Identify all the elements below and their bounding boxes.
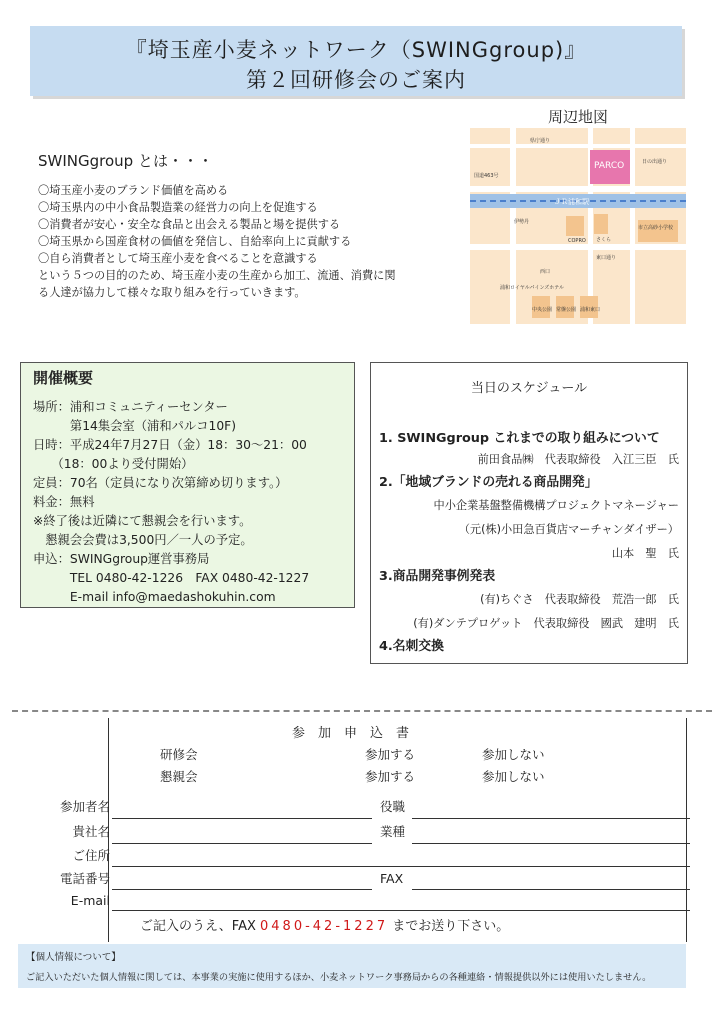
- address-field[interactable]: [112, 866, 690, 867]
- cut-line: [12, 710, 712, 712]
- schedule-speaker: 前田食品㈱ 代表取締役 入江三臣 氏: [477, 453, 679, 466]
- area-map: [470, 128, 686, 324]
- map-label-station: ＪＲ浦和駅: [554, 198, 589, 206]
- fax-number: 0480-42-1227: [260, 919, 389, 934]
- map-label-road-top: 県庁通り: [530, 138, 551, 144]
- map-label-g: 浦和東口: [580, 307, 601, 313]
- overview-line: 懇親会会費は3,500円／一人の予定。: [33, 533, 253, 547]
- overview-line: ※終了後は近隣にて懇親会を行います。: [33, 514, 252, 528]
- industry-field[interactable]: [412, 843, 690, 844]
- overview-line: TEL 0480-42-1226 FAX 0480-42-1227: [33, 571, 310, 585]
- schedule-speaker: (有)ちぐさ 代表取締役 荒浩一郎 氏: [480, 593, 679, 606]
- schedule-box: [370, 362, 688, 664]
- overview-line: 申込：SWINGgroup運営事務局: [33, 552, 210, 566]
- intro-line: る人達が協力して様々な取り組みを行っていきます。: [38, 286, 306, 299]
- schedule-item-2: 2.「地域ブランドの売れる商品開発」: [379, 475, 598, 490]
- map-label-i: 西口: [540, 269, 551, 275]
- schedule-affiliation: （元(株)小田急百貨店マーチャンダイザー）: [458, 523, 679, 536]
- fax-label: FAX: [380, 871, 404, 886]
- schedule-heading: 当日のスケジュール: [470, 381, 588, 396]
- map-road: [630, 128, 635, 324]
- overview-line: 第14集会室（浦和パルコ10F): [33, 419, 237, 433]
- privacy-heading: 【個人情報について】: [26, 952, 121, 963]
- fax-note-suffix: までお送り下さい。: [392, 919, 510, 934]
- party-not-attend-option[interactable]: 参加しない: [482, 769, 545, 784]
- intro-line: 〇自ら消費者として埼玉産小麦を食べることを意識する: [38, 252, 318, 265]
- overview-box: [20, 362, 355, 608]
- overview-line: 場所：浦和コミュニティーセンター: [33, 400, 228, 414]
- schedule-speaker: 山本 聖 氏: [611, 547, 679, 560]
- name-field[interactable]: [112, 818, 372, 819]
- form-border-right: [686, 718, 687, 942]
- seminar-attend-option[interactable]: 参加する: [365, 747, 416, 762]
- overview-line: 定員：70名（定員になり次第締め切ります。）: [33, 476, 288, 490]
- overview-line: 料金：無料: [33, 495, 95, 509]
- title-line-1: 『埼玉産小麦ネットワーク（SWINGgroup)』: [125, 38, 587, 62]
- intro-line: 〇消費者が安心・安全な食品と出会える製品と場を提供する: [38, 218, 341, 231]
- overview-email: E-mail info@maedashokuhin.com: [33, 590, 276, 604]
- map-label-f: 常盤公園: [556, 307, 577, 313]
- party-label: 懇親会: [160, 769, 198, 784]
- privacy-text: ご記入いただいた個人情報に関しては、本事業の実施に使用するほか、小麦ネットワーク事務局からの各種連絡・情報提供以外には使用いたしません。: [26, 972, 652, 983]
- schedule-item-4: 4.名刺交換: [379, 639, 444, 654]
- company-label: 貴社名: [72, 824, 110, 839]
- map-title: 周辺地図: [548, 108, 609, 126]
- position-label: 役職: [380, 799, 406, 814]
- fax-field[interactable]: [412, 889, 690, 890]
- map-road: [510, 128, 516, 324]
- phone-field[interactable]: [112, 889, 372, 890]
- address-label: ご住所: [72, 848, 110, 863]
- map-label-d: さくら: [596, 237, 612, 243]
- seminar-not-attend-option[interactable]: 参加しない: [482, 747, 545, 762]
- form-title: 参 加 申 込 書: [292, 726, 410, 741]
- schedule-speaker: (有)ダンテプロゲット 代表取締役 國武 建明 氏: [413, 617, 679, 630]
- intro-line: 〇埼玉県から国産食材の価値を発信し、自給率向上に貢献する: [38, 235, 352, 248]
- schedule-affiliation: 中小企業基盤整備機構プロジェクトマネージャー: [433, 499, 679, 512]
- intro-heading: SWINGgroup とは・・・: [38, 152, 213, 170]
- name-label: 参加者名: [59, 799, 110, 814]
- map-label-h: 東口通り: [596, 255, 617, 261]
- map-label-school: 市立高砂小学校: [638, 225, 674, 231]
- email-label: E-mail: [70, 893, 110, 908]
- fax-instruction: [140, 915, 509, 934]
- industry-label: 業種: [380, 824, 406, 839]
- phone-label: 電話番号: [59, 871, 110, 886]
- company-field[interactable]: [112, 843, 372, 844]
- seminar-label: 研修会: [160, 747, 198, 762]
- map-block: [594, 214, 608, 234]
- email-field[interactable]: [112, 910, 690, 911]
- map-road: [470, 244, 686, 250]
- fax-note-prefix: ご記入のうえ、FAX: [140, 919, 256, 934]
- party-attend-option[interactable]: 参加する: [365, 769, 416, 784]
- schedule-item-3: 3.商品開発事例発表: [379, 569, 496, 584]
- intro-line: 〇埼玉産小麦のブランド価値を高める: [38, 184, 229, 197]
- intro-line: 〇埼玉県内の中小食品製造業の経営力の向上を促進する: [38, 201, 318, 214]
- map-label-parco: PARCO: [594, 161, 625, 171]
- map-label-e: 中央公園: [532, 307, 553, 313]
- position-field[interactable]: [412, 818, 690, 819]
- overview-heading: 開催概要: [33, 369, 94, 387]
- map-label-c: COPRO: [568, 238, 586, 244]
- title-banner: [30, 26, 682, 96]
- overview-line: （18：00より受付開始）: [33, 457, 194, 471]
- map-road: [470, 144, 686, 148]
- map-block: [566, 216, 584, 236]
- schedule-item-1: 1. SWINGgroup これまでの取り組みについて: [379, 431, 660, 446]
- map-label-a: 伊勢丹: [514, 219, 530, 225]
- intro-line: という５つの目的のため、埼玉産小麦の生産から加工、流通、消費に関: [38, 269, 396, 282]
- map-label-street-right: 日の出通り: [642, 159, 668, 165]
- privacy-notice: [18, 944, 686, 988]
- intro-text: [38, 182, 468, 301]
- map-road: [470, 186, 686, 192]
- map-label-route: 国道463号: [474, 173, 499, 179]
- overview-line: 日時：平成24年7月27日（金）18：30～21：00: [33, 438, 307, 452]
- title-line-2: 第２回研修会のご案内: [246, 68, 466, 92]
- map-label-b: 浦和ロイヤルパインズホテル: [500, 285, 565, 291]
